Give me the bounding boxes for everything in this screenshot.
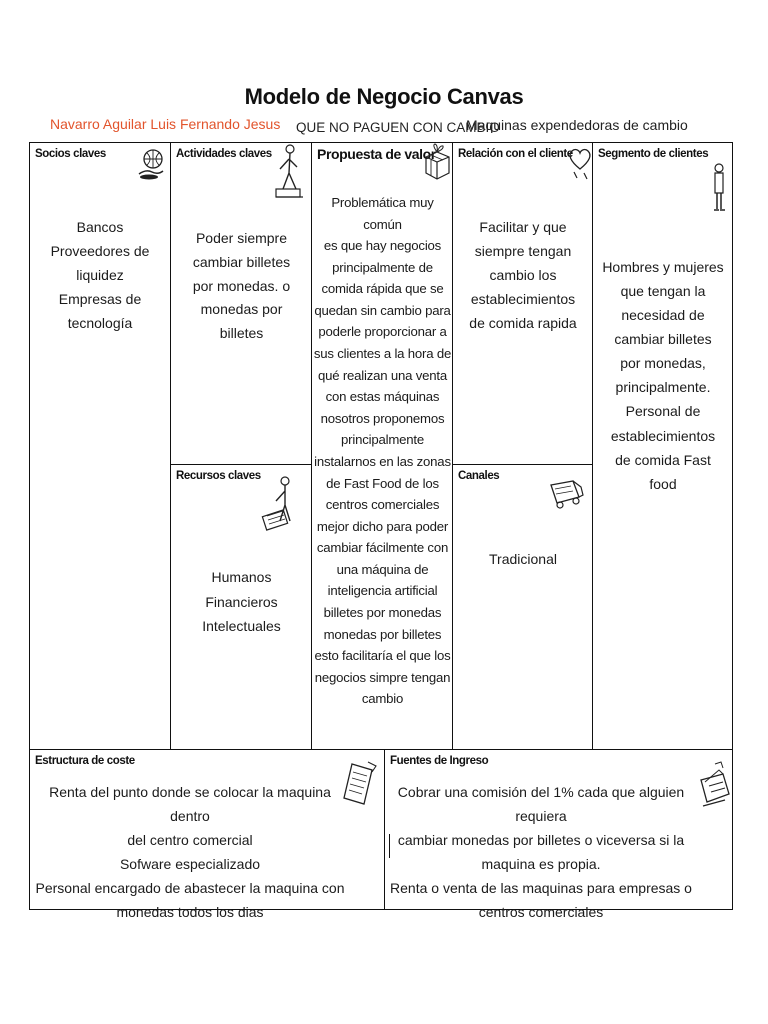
fuentes-ingreso-text (385, 780, 697, 924)
text-line: billetes (219, 325, 264, 342)
relacion-cliente-text (453, 215, 593, 335)
text-line: Problemática muy común (331, 195, 434, 232)
author-name: Navarro Aguilar Luis Fernando Jesus (50, 116, 281, 132)
text-line: Hombres y mujeres (602, 259, 724, 275)
text-line: principalmente (341, 432, 424, 448)
text-line: con estas máquinas (325, 389, 440, 405)
text-line: Humanos (211, 569, 272, 585)
actividades-claves-text (171, 227, 312, 346)
text-line: Financieros (205, 593, 278, 610)
text-line: Renta o venta de las maquinas para empresas o (390, 880, 692, 897)
text-line: principalmente. (615, 379, 711, 396)
text-line: es que hay negocios (323, 238, 442, 254)
page-title: Modelo de Negocio Canvas (244, 84, 524, 109)
text-line: establecimientos (470, 291, 576, 308)
heart-icon (567, 145, 593, 181)
text-line: qué realizan una venta (317, 367, 448, 383)
text-line: cambiar monedas por billetes o viceversa si la (397, 832, 685, 849)
text-line: necesidad de (621, 307, 705, 324)
text-line: billetes por monedas (323, 604, 442, 620)
text-line: una máquina de (336, 561, 429, 577)
text-line: Bancos (76, 219, 124, 235)
text-line: cambio (361, 691, 404, 707)
text-line: Empresas de (58, 291, 142, 308)
text-line: Sofware especializado (119, 856, 261, 873)
person-standing-icon (709, 163, 729, 215)
text-line: cambio los (489, 267, 557, 284)
actividades-claves-title: Actividades claves (176, 148, 272, 160)
text-line: comida rápida que se (321, 281, 444, 297)
text-line: quedan sin cambio para (314, 302, 451, 318)
text-line: Renta del punto donde se colocar la maquina dentro (49, 784, 331, 825)
recursos-claves-block (170, 464, 311, 749)
text-line: establecimientos (610, 427, 716, 444)
canales-title: Canales (458, 470, 500, 482)
text-line: Personal de (625, 403, 701, 420)
propuesta-de-valor-block (311, 143, 452, 749)
estructura-coste-block (30, 749, 384, 921)
text-line: Intelectuales (202, 618, 281, 634)
text-line: monedas todos los dias (116, 904, 264, 921)
actividades-claves-block (170, 143, 311, 464)
text-line: centros comerciales (325, 497, 440, 513)
estructura-coste-text (30, 780, 350, 924)
text-line: de Fast Food de los (326, 475, 439, 491)
fuentes-ingreso-block (384, 749, 732, 921)
text-line: Facilitar y que (479, 219, 567, 235)
text-line: mejor dicho para poder (316, 518, 449, 534)
text-line: food (649, 475, 677, 492)
gift-box-icon (422, 143, 452, 181)
text-line: principalmente de (332, 259, 433, 275)
relacion-cliente-block (452, 143, 592, 464)
recursos-claves-text (171, 565, 312, 639)
canales-block (452, 464, 592, 749)
text-line: inteligencia artificial (327, 583, 438, 599)
text-line: Personal encargado de abastecer la maquina con (35, 880, 345, 897)
divider-mark (389, 834, 390, 858)
text-line: monedas por (200, 301, 283, 318)
text-line: negocios simpre tengan (314, 669, 451, 685)
propuesta-de-valor-title: Propuesta de valor (317, 146, 436, 162)
truck-icon (547, 477, 585, 511)
project-description: Maquinas expendedoras de cambio (466, 117, 688, 133)
socios-claves-title: Socios claves (35, 148, 106, 160)
socios-claves-block (30, 143, 170, 749)
text-line: cambiar fácilmente con (316, 540, 449, 556)
person-tools-icon (261, 475, 301, 535)
text-line: nosotros proponemos (320, 410, 445, 426)
estructura-coste-title: Estructura de coste (35, 755, 135, 767)
text-line: centros comerciales (478, 904, 604, 921)
globe-hand-icon (136, 147, 166, 181)
segmento-clientes-title: Segmento de clientes (598, 148, 709, 160)
business-model-canvas (29, 142, 733, 921)
text-line: tecnología (67, 315, 133, 332)
text-line: esto facilitaría el que los (314, 648, 451, 664)
text-line: instalarnos en las zonas (314, 453, 451, 469)
text-line: Proveedores de (50, 243, 150, 260)
text-line: Poder siempre (195, 230, 288, 246)
fuentes-ingreso-title: Fuentes de Ingreso (390, 755, 489, 767)
person-working-icon (271, 143, 309, 201)
text-line: del centro comercial (127, 832, 253, 849)
text-line: maquina es propia. (481, 856, 601, 873)
cash-register-icon (695, 760, 731, 810)
text-line: cambiar billetes (192, 253, 291, 270)
project-name: QUE NO PAGUEN CON CAMBIO (296, 120, 500, 135)
text-line: siempre tengan (474, 243, 572, 260)
text-line: cambiar billetes (614, 331, 712, 348)
segmento-clientes-block (592, 143, 732, 749)
propuesta-de-valor-text (312, 192, 453, 710)
text-line: de comida Fast (615, 451, 711, 468)
canales-text (453, 548, 593, 571)
text-line: Cobrar una comisión del 1% cada que alguien requiera (397, 784, 685, 825)
text-line: que tengan la (620, 283, 706, 300)
recursos-claves-title: Recursos claves (176, 470, 261, 482)
text-line: sus clientes a la hora de (313, 346, 452, 362)
text-line: monedas por billetes (323, 626, 442, 642)
text-line: poderle proporcionar a (318, 324, 447, 340)
text-line: de comida rapida (469, 315, 577, 332)
text-line: por monedas, (620, 355, 706, 372)
text-line: liquidez (76, 267, 124, 284)
text-line: por monedas. o (192, 277, 291, 294)
segmento-clientes-text (593, 255, 733, 496)
socios-claves-text (30, 215, 170, 335)
text-line: Tradicional (489, 551, 557, 567)
relacion-cliente-title: Relación con el cliente (458, 148, 573, 160)
